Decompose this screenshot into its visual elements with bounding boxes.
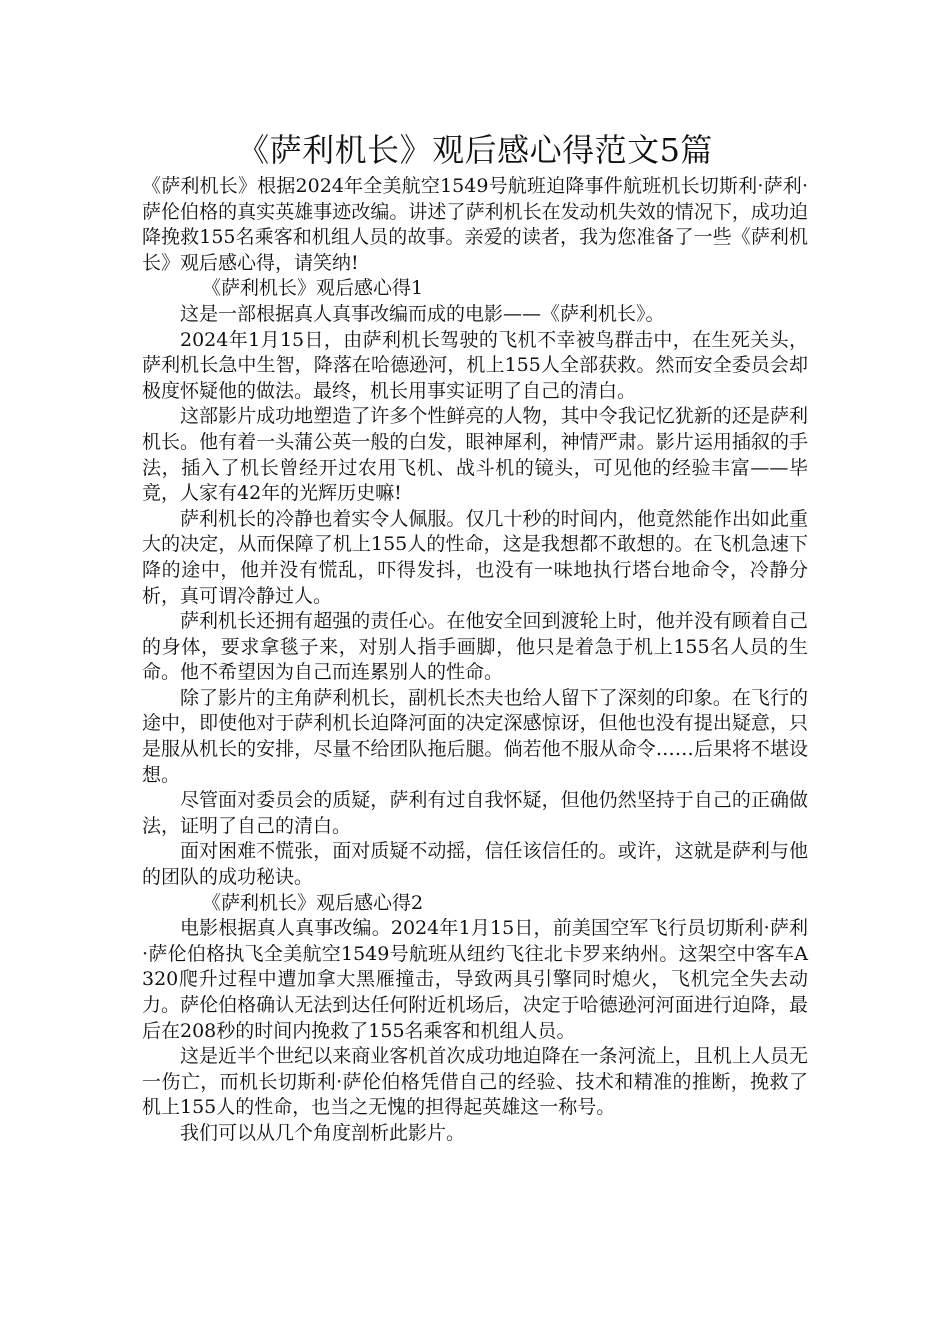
section-1-paragraph-7: 尽管面对委员会的质疑，萨利有过自我怀疑，但他仍然坚持于自己的正确做法，证明了自己的清白。 (142, 789, 808, 837)
section-2-paragraph-3: 我们可以从几个角度剖析此影片。 (180, 1121, 466, 1144)
document-title: 《萨利机长》观后感心得范文5篇 (237, 131, 713, 169)
section-2-paragraph-1: 电影根据真人真事改编。2024年1月15日，前美国空军飞行员切斯利·萨利·萨伦伯格执飞全美航空1549号航班从纽约飞往北卡罗来纳州。这架空中客车A320爬升过程中遭加拿大黑雁撞击，导致两具引擎同时熄火，飞机完全失去动力。萨伦伯格确认无法到达任何附近机场后，决定于哈德逊河河面进行迫降，最后在208秒的时间内挽救了155名乘客和机组人员。 (142, 917, 808, 1042)
section-1-paragraph-5: 萨利机长还拥有超强的责任心。在他安全回到渡轮上时，他并没有顾着自己的身体，要求拿毯子来，对别人指手画脚，他只是着急于机上155名人员的生命。他不希望因为自己而连累别人的性命。 (142, 610, 808, 684)
section-1-paragraph-1: 这是一部根据真人真事改编而成的电影——《萨利机长》。 (180, 302, 665, 325)
section-1-heading: 《萨利机长》观后感心得1 (202, 277, 424, 300)
section-2-heading: 《萨利机长》观后感心得2 (202, 891, 424, 914)
section-1-paragraph-4: 萨利机长的冷静也着实令人佩服。仅几十秒的时间内，他竟然能作出如此重大的决定，从而保障了机上155人的性命，这是我想都不敢想的。在飞机急速下降的途中，他并没有慌乱，吓得发抖，也没有一味地执行塔台地命令，冷静分析，真可谓冷静过人。 (142, 507, 808, 607)
document-page (142, 128, 808, 1147)
intro-paragraph: 《萨利机长》根据2024年全美航空1549号航班迫降事件航班机长切斯利·萨利·萨伦伯格的真实英雄事迹改编。讲述了萨利机长在发动机失效的情况下，成功迫降挽救155名乘客和机组人员的故事。亲爱的读者，我为您准备了一些《萨利机长》观后感心得，请笑纳! (142, 175, 808, 274)
section-1-paragraph-3: 这部影片成功地塑造了许多个性鲜亮的人物，其中令我记忆犹新的还是萨利机长。他有着一头蒲公英一般的白发，眼神犀利，神情严肃。影片运用插叙的手法，插入了机长曾经开过农用飞机、战斗机的镜头，可见他的经验丰富——毕竟，人家有42年的光辉历史嘛! (142, 405, 808, 505)
section-1-paragraph-8: 面对困难不慌张，面对质疑不动摇，信任该信任的。或许，这就是萨利与他的团队的成功秘诀。 (142, 840, 808, 889)
section-2-paragraph-2: 这是近半个世纪以来商业客机首次成功地迫降在一条河流上，且机上人员无一伤亡，而机长切斯利·萨伦伯格凭借自己的经验、技术和精准的推断，挽救了机上155人的性命，也当之无愧的担得起英雄这一称号。 (142, 1045, 808, 1119)
section-1-paragraph-6: 除了影片的主角萨利机长，副机长杰夫也给人留下了深刻的印象。在飞行的途中，即使他对于萨利机长迫降河面的决定深感惊讶，但他也没有提出疑意，只是服从机长的安排，尽量不给团队拖后腿。倘若他不服从命令……后果将不堪设想。 (142, 686, 808, 786)
section-1-paragraph-2: 2024年1月15日，由萨利机长驾驶的飞机不幸被鸟群击中，在生死关头，萨利机长急中生智，降落在哈德逊河，机上155人全部获救。然而安全委员会却极度怀疑他的做法。最终，机长用事实证明了自己的清白。 (142, 328, 808, 402)
